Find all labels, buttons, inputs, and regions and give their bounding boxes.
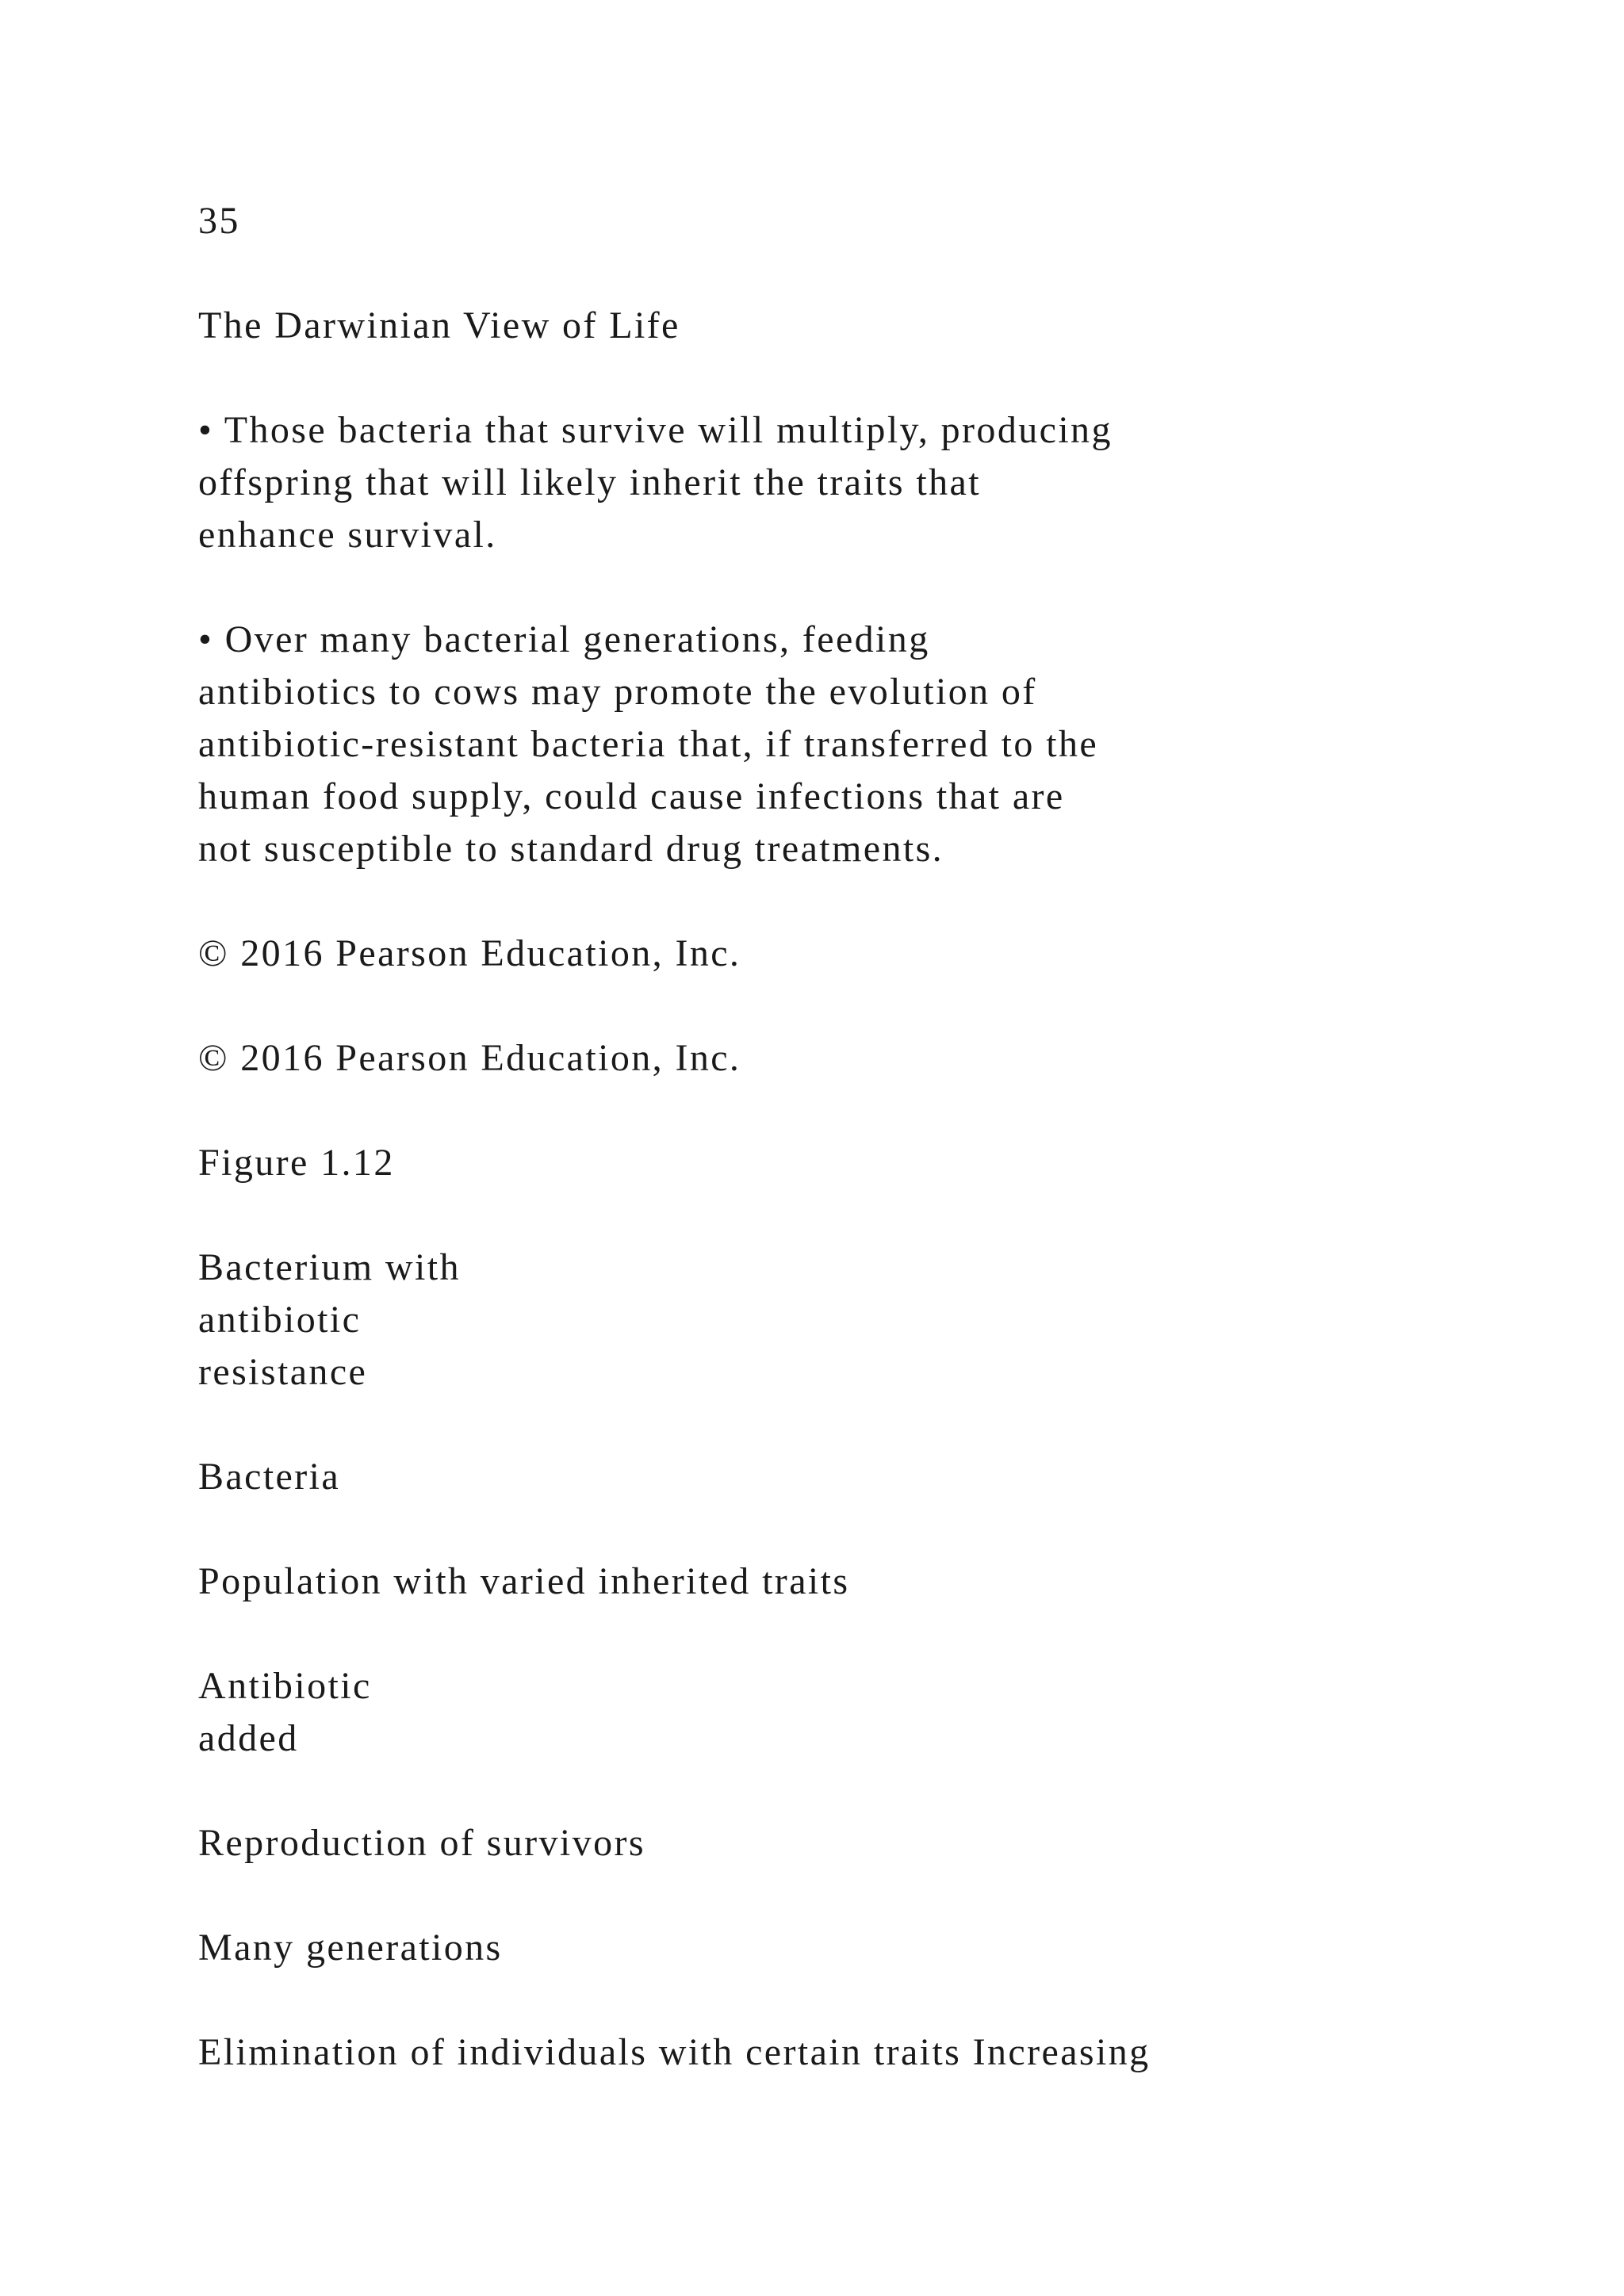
generations-label: Many generations <box>198 1927 503 1969</box>
figure-text-line: added <box>198 1717 299 1759</box>
page-number: 35 <box>198 200 240 242</box>
bullet-line: • Over many bacterial generations, feeding <box>198 618 930 660</box>
bullet-line: antibiotic-resistant bacteria that, if transferred to the <box>198 723 1099 765</box>
population-label: Population with varied inherited traits <box>198 1560 850 1602</box>
reproduction-label: Reproduction of survivors <box>198 1822 645 1864</box>
figure-text-line: Antibiotic <box>198 1665 372 1707</box>
elimination-label: Elimination of individuals with certain traits Increasing <box>198 2031 1151 2073</box>
figure-label: Figure 1.12 <box>198 1142 395 1184</box>
bacteria-label: Bacteria <box>198 1456 341 1498</box>
bullet-line: offspring that will likely inherit the traits that <box>198 461 981 503</box>
bullet-line: enhance survival. <box>198 514 497 556</box>
bullet-line: • Those bacteria that survive will multiply, producing <box>198 409 1113 451</box>
copyright-notice: © 2016 Pearson Education, Inc. <box>198 1037 741 1079</box>
copyright-notice: © 2016 Pearson Education, Inc. <box>198 932 741 974</box>
page-title: The Darwinian View of Life <box>198 304 680 346</box>
figure-text-line: resistance <box>198 1351 368 1393</box>
figure-text-line: Bacterium with <box>198 1246 461 1288</box>
figure-text-line: antibiotic <box>198 1299 362 1341</box>
bullet-line: human food supply, could cause infections that are <box>198 775 1065 817</box>
bullet-line: antibiotics to cows may promote the evolution of <box>198 671 1037 713</box>
bullet-line: not susceptible to standard drug treatments. <box>198 828 944 870</box>
